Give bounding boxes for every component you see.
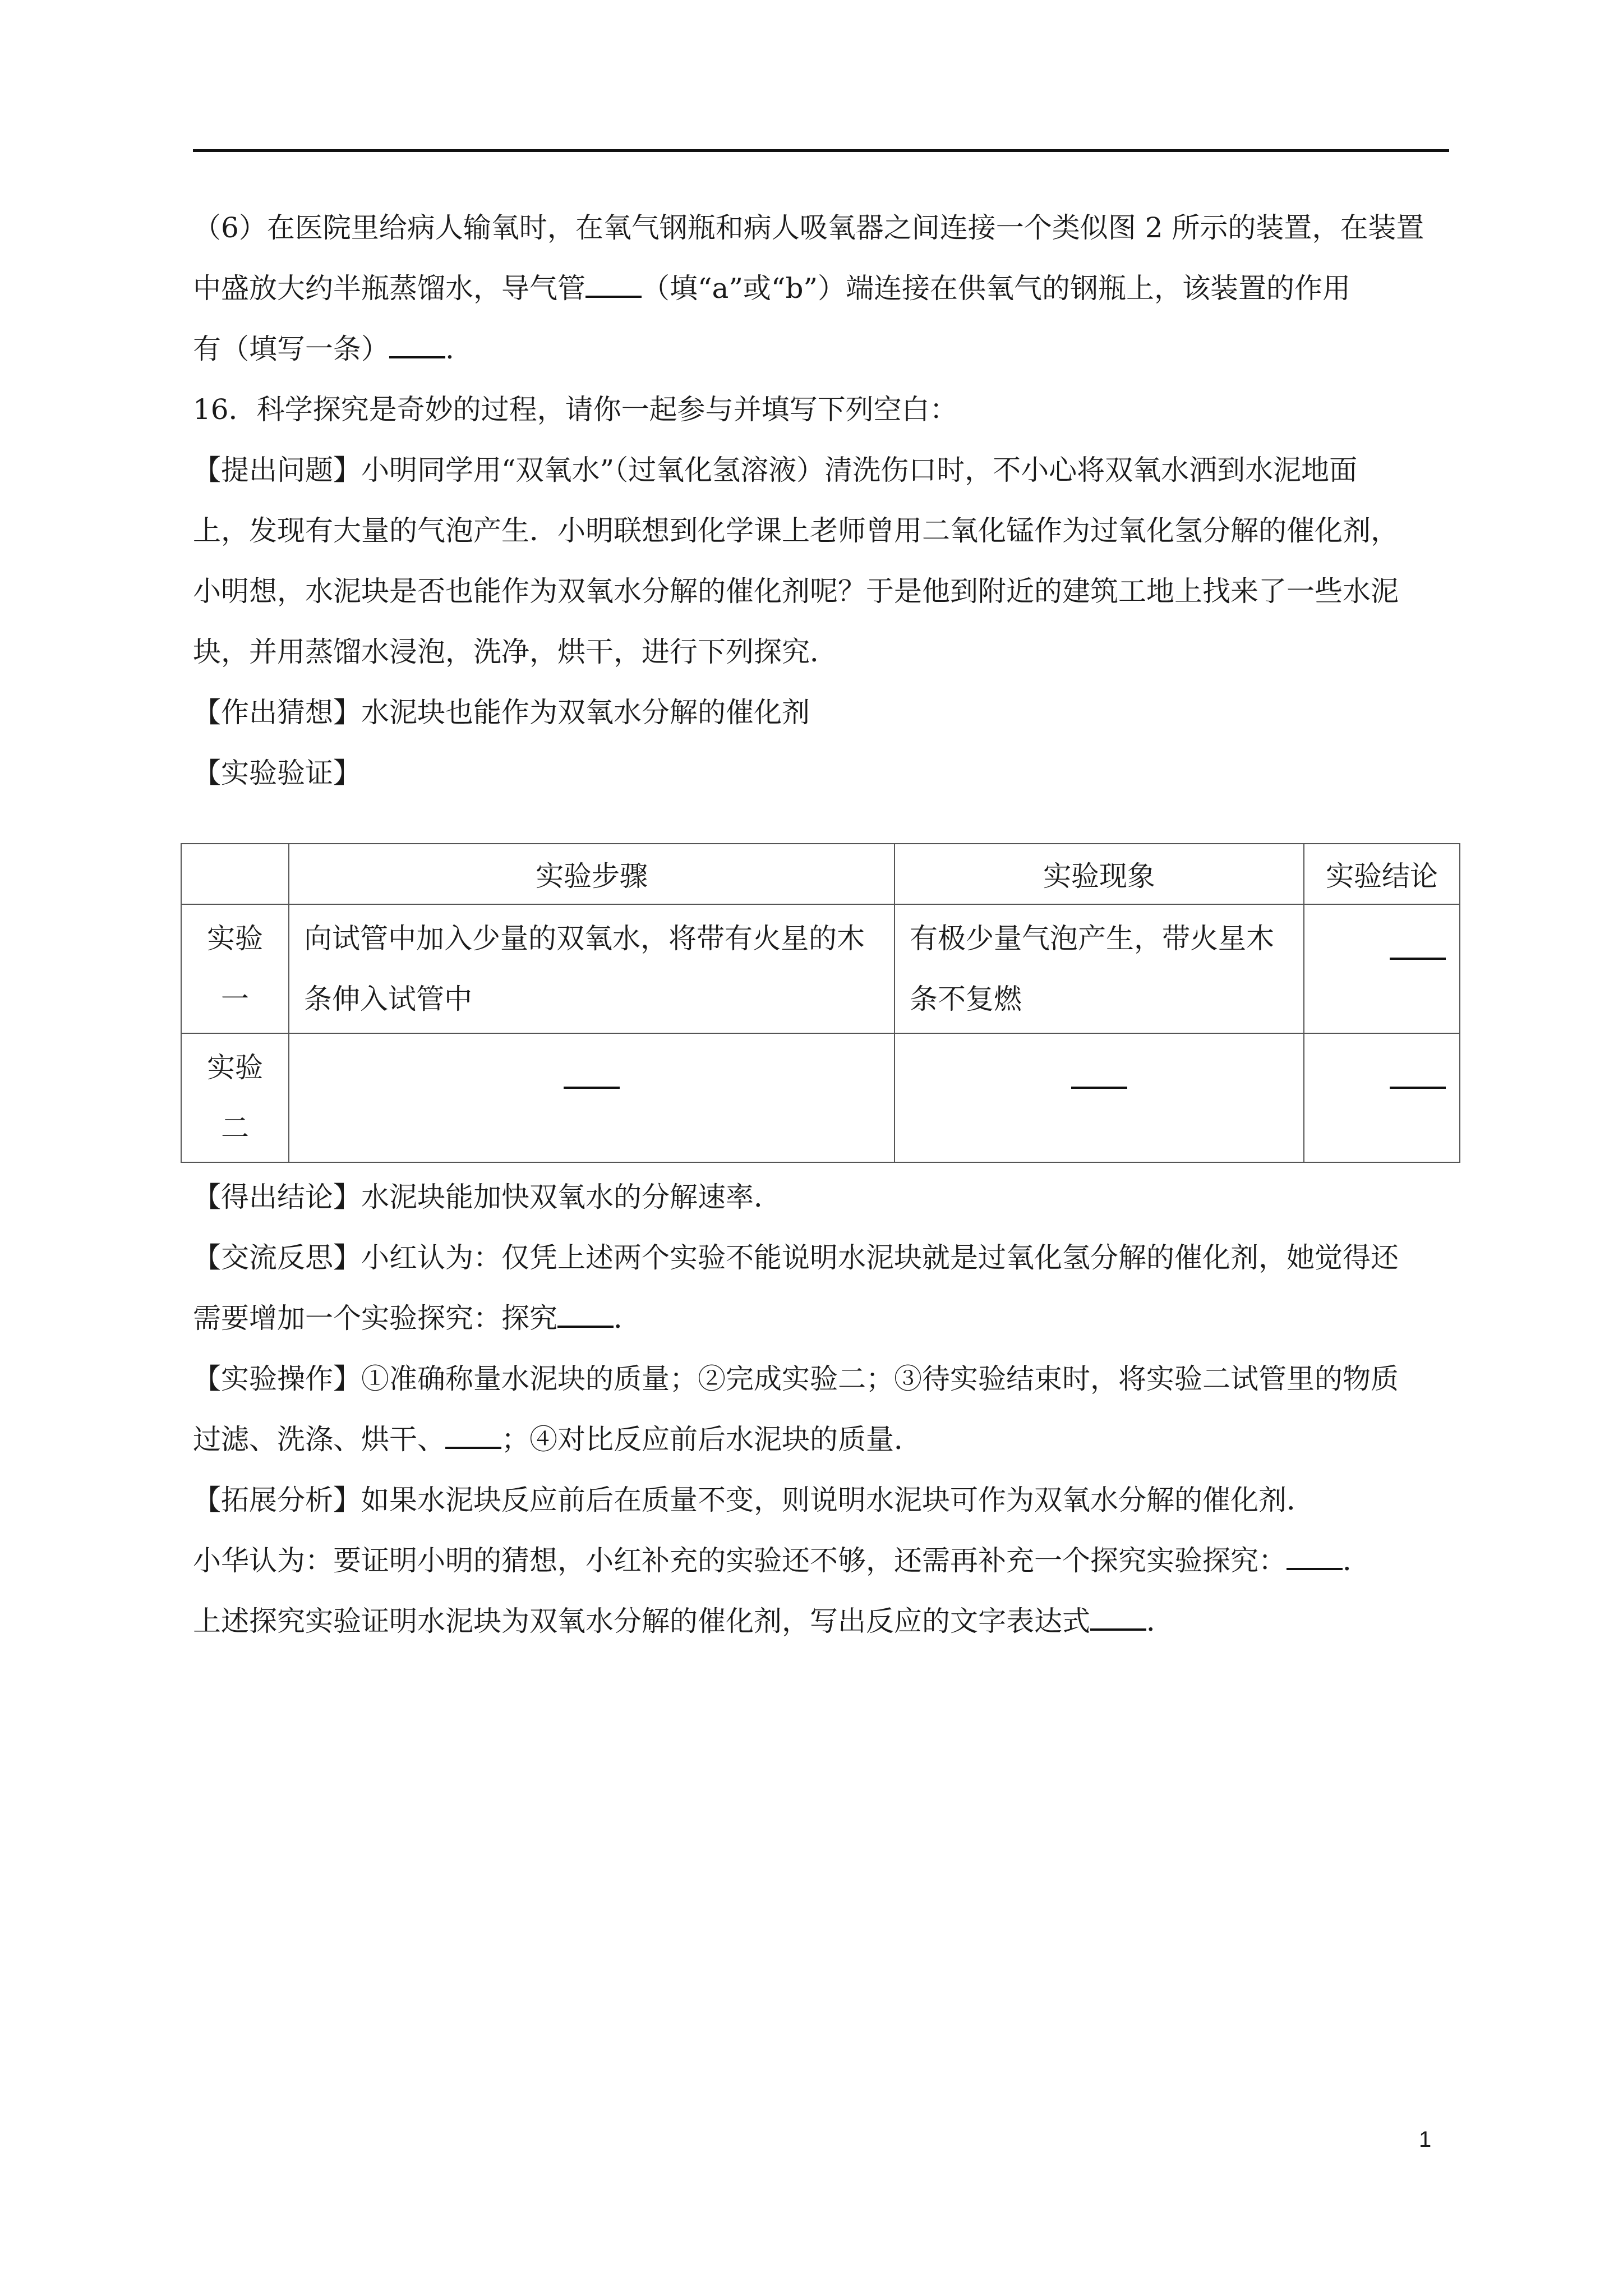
q6-line-3-text-a: 有（填写一条） bbox=[193, 333, 389, 365]
experiment-1-steps bbox=[289, 904, 895, 1033]
experiment-1-phenomena bbox=[895, 904, 1304, 1033]
q16-operate-line-2 bbox=[193, 1409, 1449, 1470]
step-line: 向试管中加入少量的双氧水，将带有火星的木 bbox=[304, 922, 865, 955]
answer-blank[interactable] bbox=[1090, 1606, 1146, 1631]
phenomenon-line: 有极少量气泡产生，带火星木 bbox=[910, 922, 1274, 955]
q16-question-line: 小明想，水泥块是否也能作为双氧水分解的催化剂呢？于是他到附近的建筑工地上找来了一些水泥 bbox=[193, 575, 1399, 608]
row-label-line: 实验 bbox=[207, 1051, 263, 1084]
row-label-line: 实验 bbox=[207, 922, 263, 955]
answer-blank[interactable] bbox=[564, 1064, 620, 1089]
answer-blank[interactable] bbox=[445, 1424, 501, 1449]
header-rule bbox=[193, 149, 1449, 152]
q6-line-2-text-a: 中盛放大约半瓶蒸馏水，导气管 bbox=[193, 272, 585, 305]
table-header-conclusion: 实验结论 bbox=[1304, 844, 1460, 904]
q16-operate-line-1: 【实验操作】①准确称量水泥块的质量；②完成实验二；③待实验结束时，将实验二试管里的物质 bbox=[193, 1363, 1399, 1395]
table-header-row bbox=[181, 844, 1460, 904]
q16-conclusion: 【得出结论】水泥块能加快双氧水的分解速率． bbox=[193, 1181, 782, 1213]
experiment-1-conclusion bbox=[1304, 904, 1460, 1033]
answer-blank[interactable] bbox=[557, 1303, 614, 1328]
answer-blank[interactable] bbox=[1287, 1545, 1343, 1570]
xiaohua-text-a: 小华认为：要证明小明的猜想，小红补充的实验还不够，还需再补充一个探究实验探究： bbox=[193, 1544, 1287, 1577]
final-text-a: 上述探究实验证明水泥块为双氧水分解的催化剂，写出反应的文字表达式 bbox=[193, 1605, 1090, 1637]
phenomenon-line: 条不复燃 bbox=[910, 983, 1022, 1015]
answer-blank[interactable] bbox=[1390, 1064, 1446, 1089]
operate-text-b: ；④对比反应前后水泥块的质量． bbox=[501, 1423, 922, 1456]
experiment-2-phenomena bbox=[895, 1033, 1304, 1162]
q16-title: 16．科学探究是奇妙的过程，请你一起参与并填写下列空白： bbox=[193, 393, 958, 426]
q16-question-line: 块，并用蒸馏水浸泡，洗净，烘干，进行下列探究． bbox=[193, 636, 838, 668]
q16-verify-heading: 【实验验证】 bbox=[193, 757, 361, 789]
row-label-line: 一 bbox=[221, 983, 249, 1015]
operate-text-a: 过滤、洗涤、烘干、 bbox=[193, 1423, 445, 1456]
final-text-b: ． bbox=[1146, 1605, 1174, 1637]
q6-line-2 bbox=[193, 258, 1449, 319]
table-header-empty bbox=[181, 844, 289, 904]
q6-line-1: （6）在医院里给病人输氧时，在氧气钢瓶和病人吸氧器之间连接一个类似图 2 所示的装置，在装置 bbox=[193, 211, 1424, 244]
q16-hypothesis: 【作出猜想】水泥块也能作为双氧水分解的催化剂 bbox=[193, 696, 810, 729]
q16-extend: 【拓展分析】如果水泥块反应前后在质量不变，则说明水泥块可作为双氧水分解的催化剂． bbox=[193, 1484, 1315, 1516]
answer-blank[interactable] bbox=[585, 273, 642, 298]
q16-reflect-line-2 bbox=[193, 1288, 1449, 1349]
xiaohua-text-b: ． bbox=[1343, 1544, 1371, 1577]
page-number: 1 bbox=[1419, 2127, 1432, 2152]
question-6 bbox=[193, 197, 1449, 379]
row-label-experiment-1 bbox=[181, 904, 289, 1033]
answer-blank[interactable] bbox=[1071, 1064, 1127, 1089]
q6-line-3-text-b: . bbox=[445, 333, 454, 365]
experiment-2-steps bbox=[289, 1033, 895, 1162]
reflect-text-a: 需要增加一个实验探究：探究 bbox=[193, 1302, 557, 1335]
q16-question-line: 上，发现有大量的气泡产生．小明联想到化学课上老师曾用二氧化锰作为过氧化氢分解的催化剂， bbox=[193, 514, 1399, 547]
row-label-experiment-2 bbox=[181, 1033, 289, 1162]
answer-blank[interactable] bbox=[1390, 935, 1446, 960]
step-line: 条伸入试管中 bbox=[304, 983, 472, 1015]
table-row bbox=[181, 904, 1460, 1033]
q16-final bbox=[193, 1591, 1449, 1651]
question-16-continued bbox=[193, 1167, 1449, 1651]
q16-reflect-line-1: 【交流反思】小红认为：仅凭上述两个实验不能说明水泥块就是过氧化氢分解的催化剂，她觉得还 bbox=[193, 1241, 1399, 1274]
table-row bbox=[181, 1033, 1460, 1162]
q16-question-line: 【提出问题】小明同学用“双氧水”（过氧化氢溶液）清洗伤口时，不小心将双氧水洒到水泥地面 bbox=[193, 454, 1358, 486]
experiment-table bbox=[181, 843, 1460, 1163]
experiment-2-conclusion bbox=[1304, 1033, 1460, 1162]
question-16 bbox=[193, 379, 1449, 803]
table-header-steps: 实验步骤 bbox=[289, 844, 895, 904]
q6-line-2-text-b: （填“a”或“b”）端连接在供氧气的钢瓶上，该装置的作用 bbox=[642, 272, 1351, 305]
row-label-line: 二 bbox=[221, 1112, 249, 1144]
table-header-phenomena: 实验现象 bbox=[895, 844, 1304, 904]
reflect-text-b: ． bbox=[614, 1302, 642, 1335]
q16-xiaohua bbox=[193, 1530, 1449, 1591]
answer-blank[interactable] bbox=[389, 334, 445, 358]
q6-line-3 bbox=[193, 319, 1449, 379]
